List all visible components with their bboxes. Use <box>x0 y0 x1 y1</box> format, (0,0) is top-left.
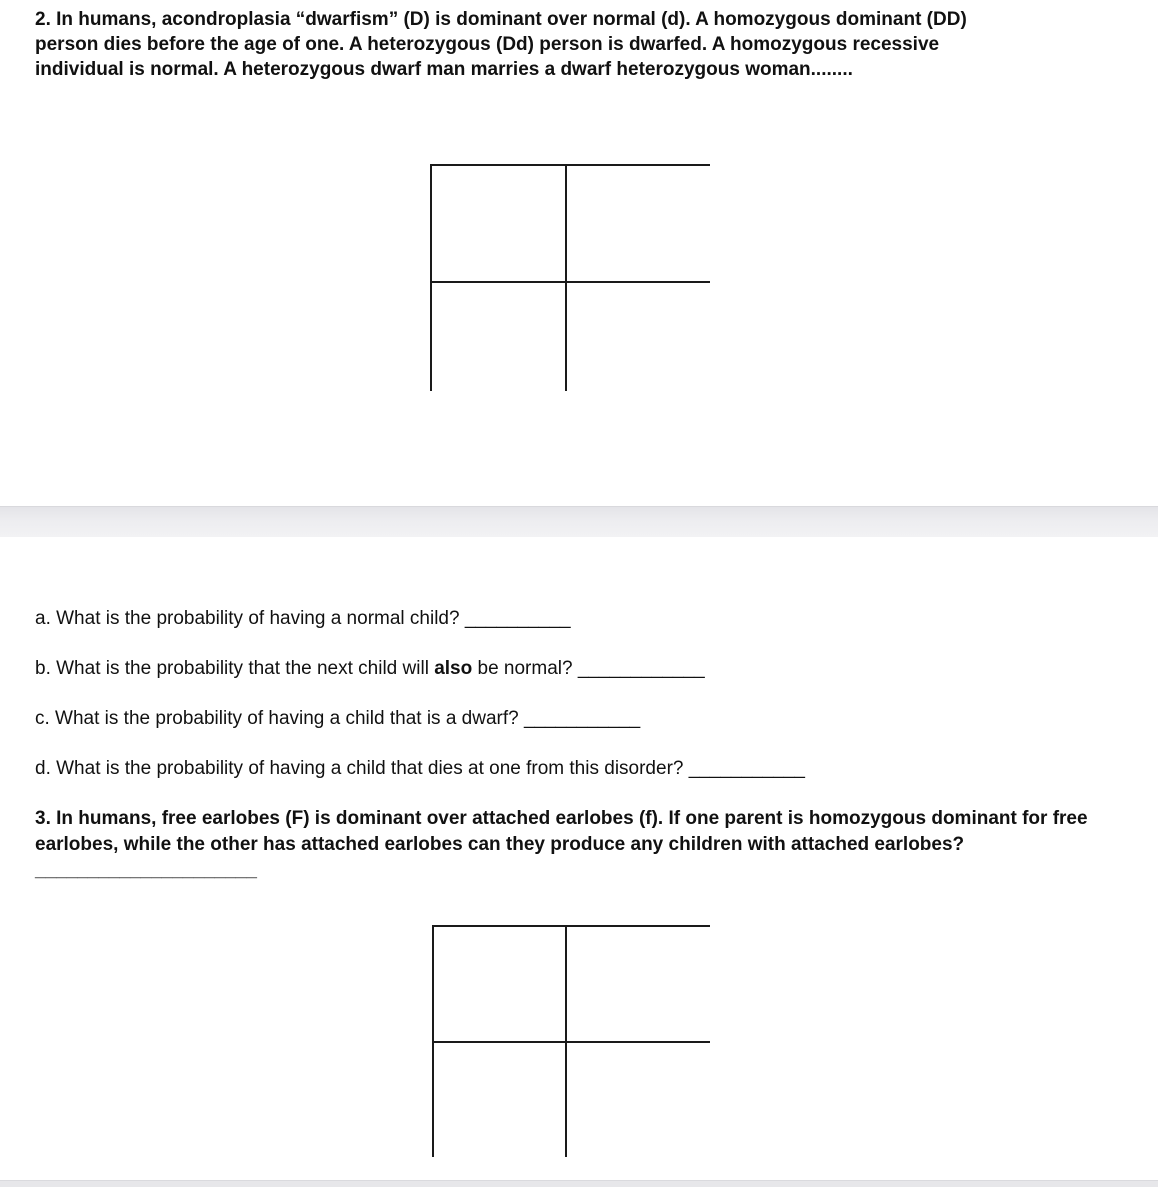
section-divider <box>0 506 1158 537</box>
sub-question-c-text: c. What is the probability of having a child that is a dwarf? ___________ <box>35 708 641 729</box>
sub-question-b-prefix: b. What is the probability that the next child will <box>35 658 435 679</box>
punnett-grid-line-vertical-left <box>430 164 432 391</box>
punnett-grid-line-horizontal-middle <box>432 1041 710 1043</box>
punnett-grid-line-vertical-middle <box>565 925 567 1157</box>
sub-question-a <box>35 607 1115 631</box>
question-3-text: 3. In humans, free earlobes (F) is dominant over attached earlobes (f). If one parent is homozygous dominant for free earlobes, while the other has attached earlobes can they produce any children with attached earlobes? _____________________ <box>35 808 1088 881</box>
sub-question-b-suffix: be normal? ____________ <box>472 658 705 679</box>
sub-question-a-text: a. What is the probability of having a normal child? __________ <box>35 608 571 629</box>
punnett-square-2 <box>432 925 710 1157</box>
punnett-grid-line-horizontal-top <box>430 164 710 166</box>
punnett-grid-line-horizontal-top <box>432 925 710 927</box>
sub-question-b-bold-word: also <box>434 658 473 679</box>
sub-question-b <box>35 657 1115 681</box>
sub-question-d-text: d. What is the probability of having a child that dies at one from this disorder? ___________ <box>35 758 805 779</box>
punnett-grid-line-vertical-middle <box>565 164 567 391</box>
punnett-square-1 <box>430 164 710 391</box>
punnett-grid-line-horizontal-middle <box>430 281 710 283</box>
bottom-page-edge <box>0 1180 1158 1187</box>
sub-question-d <box>35 757 1115 781</box>
punnett-grid-line-vertical-left <box>432 925 434 1157</box>
question-2-text: 2. In humans, acondroplasia “dwarfism” (D) is dominant over normal (d). A homozygous dominant (DD) person dies before the age of one. A heterozygous (Dd) person is dwarfed. A homozygous recessive individual is normal. A heterozygous dwarf man marries a dwarf heterozygous woman........ <box>35 9 967 80</box>
sub-questions <box>35 607 1115 807</box>
sub-question-c <box>35 707 1115 731</box>
